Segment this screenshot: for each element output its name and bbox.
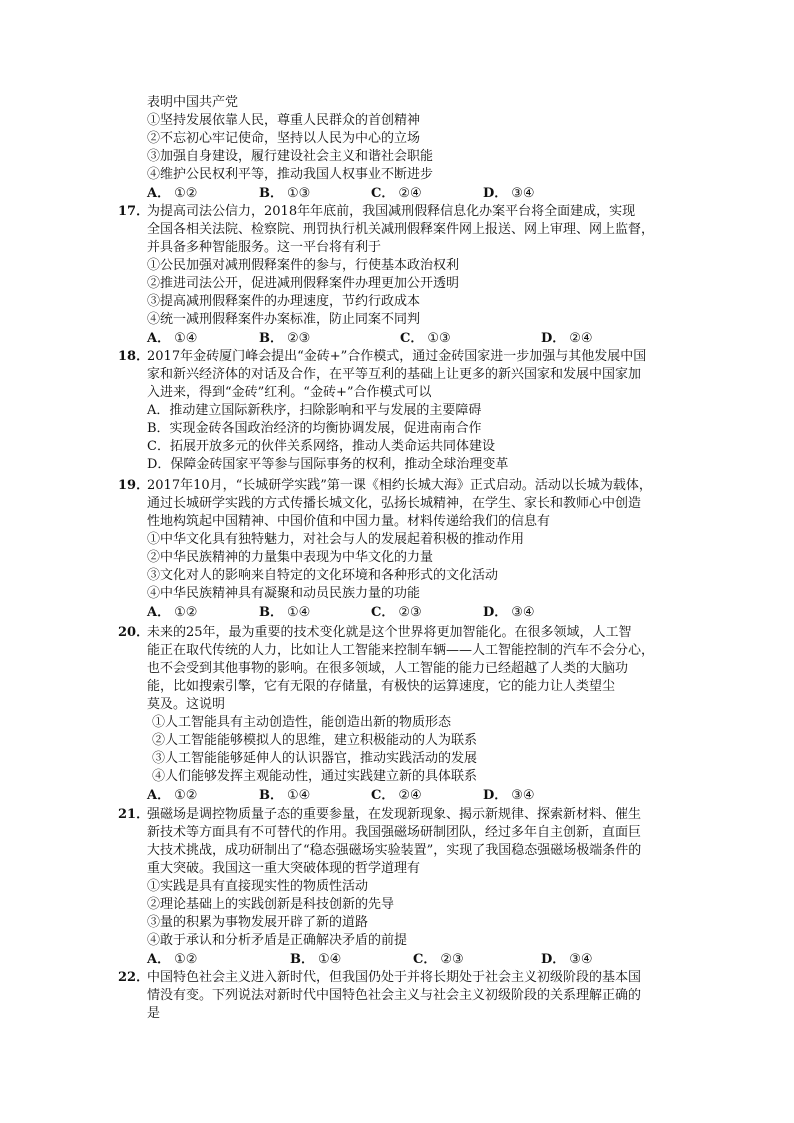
q17-stem-3: 并具备多种智能服务。这一平台将有利于 [147, 240, 382, 255]
q19-item-4: ④中华民族精神具有凝聚和动员民族力量的功能 [147, 586, 421, 601]
q21-stem-2: 新技术等方面具有不可替代的作用。我国强磁场研制团队，经过多年自主创新，直面巨 [147, 825, 642, 840]
q21-stem-1: 强磁场是调控物质量子态的重要参量，在发现新现象、揭示新规律、探索新材料、催生 [147, 807, 642, 822]
q16-item-2: ②不忘初心牢记使命，坚持以人民为中心的立场 [147, 131, 421, 146]
q17-item-2: ②推进司法公开，促进减刑假释案件办理更加公开透明 [147, 276, 460, 291]
q16-item-3: ③加强自身建设，履行建设社会主义和谐社会职能 [147, 149, 434, 164]
q20-stem-5: 莫及。这说明 [147, 697, 226, 712]
q20-choice-b: B． ①④ [259, 788, 311, 803]
q21-stem-4: 重大突破。我国这一重大突破体现的哲学道理有 [147, 861, 421, 876]
q18-option-b: B．实现金砖各国政治经济的均衡协调发展，促进南南合作 [147, 421, 482, 436]
q21-choice-c: C． ②③ [413, 952, 464, 967]
q18-stem-3: 入进来，得到“金砖”红利。“金砖+”合作模式可以 [147, 385, 432, 400]
q20-item-2: ②人工智能能够模拟人的思维，建立积极能动的人为联系 [152, 733, 478, 748]
q21-item-2: ②理论基础上的实践创新是科技创新的先导 [147, 897, 395, 912]
q22-stem-2: 情没有变。下列说法对新时代中国特色社会主义与社会主义初级阶段的关系理解正确的 [147, 988, 642, 1003]
q19-item-2: ②中华民族精神的力量集中表现为中华文化的力量 [147, 550, 434, 565]
q17-item-1: ①公民加强对减刑假释案件的参与，行使基本政治权利 [147, 258, 460, 273]
q20-item-3: ③人工智能能够延伸人的认识器官，推动实践活动的发展 [152, 751, 478, 766]
q16-item-4: ④维护公民权利平等，推动我国人权事业不断进步 [147, 167, 434, 182]
q17-choice-b: B． ②③ [259, 331, 311, 346]
q20-stem-2: 能正在取代传统的人力，比如让人工智能来控制车辆——人工智能控制的汽车不会分心， [147, 643, 655, 658]
q20-choice-a: A． ①② [147, 788, 198, 803]
q16-choice-d: D． ③④ [483, 186, 535, 201]
q21-item-3: ③量的积累为事物发展开辟了新的道路 [147, 915, 369, 930]
q20-item-4: ④人们能够发挥主观能动性，通过实践建立新的具体联系 [152, 769, 478, 784]
q21-choice-a: A． ①② [147, 952, 198, 967]
q17-item-4: ④统一减刑假释案件办案标准，防止同案不同判 [147, 312, 421, 327]
q17-item-3: ③提高减刑假释案件的办理速度，节约行政成本 [147, 294, 421, 309]
q19-choice-b: B． ①④ [259, 605, 311, 620]
q17-number: 17． [118, 204, 150, 219]
q21-item-1: ①实践是具有直接现实性的物质性活动 [147, 879, 369, 894]
q19-stem-1: 2017年10月，“长城研学实践”第一课《相约长城大海》正式启动。活动以长城为载体， [147, 478, 652, 493]
q21-stem-3: 大技术挑战，成功研制出了“稳态强磁场实验装置”，实现了我国稳态强磁场极端条件的 [147, 843, 642, 858]
q19-item-3: ③文化对人的影响来自特定的文化环境和各种形式的文化活动 [147, 568, 499, 583]
q22-number: 22． [118, 970, 150, 985]
q16-stem-tail: 表明中国共产党 [147, 95, 239, 110]
q20-item-1: ①人工智能具有主动创造性，能创造出新的物质形态 [152, 715, 452, 730]
q18-number: 18． [118, 349, 150, 364]
q18-stem-2: 家和新兴经济体的对话及合作，在平等互利的基础上让更多的新兴国家和发展中国家加 [147, 367, 642, 382]
q20-stem-1: 未来的25年，最为重要的技术变化就是这个世界将更加智能化。在很多领域，人工智 [147, 625, 632, 640]
q21-number: 21． [118, 807, 150, 822]
q16-choice-a: A． ①② [147, 186, 198, 201]
q20-choice-d: D． ③④ [483, 788, 535, 803]
q19-number: 19． [118, 478, 150, 493]
q17-choice-a: A． ①④ [147, 331, 198, 346]
q19-stem-2: 通过长城研学实践的方式传播长城文化，弘扬长城精神，在学生、家长和教师心中创造 [147, 496, 642, 511]
q19-choice-a: A． ①② [147, 605, 198, 620]
q17-choice-d: D． ②④ [541, 331, 593, 346]
q16-choice-b: B． ①③ [259, 186, 311, 201]
q18-option-c: C．拓展开放多元的伙伴关系网络，推动人类命运共同体建设 [147, 439, 495, 454]
q20-stem-3: 也不会受到其他事物的影响。在很多领域，人工智能的能力已经超越了人类的大脑功 [147, 661, 629, 676]
q17-stem-2: 全国各相关法院、检察院、刑罚执行机关减刑假释案件网上报送、网上审理、网上监督， [147, 222, 655, 237]
q21-item-4: ④敢于承认和分析矛盾是正确解决矛盾的前提 [147, 933, 408, 948]
q18-option-d: D．保障金砖国家平等参与国际事务的权利，推动全球治理变革 [147, 457, 509, 472]
q16-choice-c: C． ②④ [371, 186, 422, 201]
q18-stem-1: 2017年金砖厦门峰会提出“金砖+”合作模式，通过金砖国家进一步加强与其他发展中国 [147, 349, 647, 364]
q19-item-1: ①中华文化具有独特魅力，对社会与人的发展起着积极的推动作用 [147, 532, 525, 547]
q18-option-a: A．推动建立国际新秩序，扫除影响和平与发展的主要障碍 [147, 403, 482, 418]
q21-choice-d: D． ③④ [541, 952, 593, 967]
q19-stem-3: 性地构筑起中国精神、中国价值和中国力量。材料传递给我们的信息有 [147, 514, 551, 529]
q16-item-1: ①坚持发展依靠人民，尊重人民群众的首创精神 [147, 113, 421, 128]
q20-stem-4: 能，比如搜索引擎，它有无限的存储量，有极快的运算速度，它的能力让人类望尘 [147, 679, 616, 694]
q19-choice-c: C． ②③ [371, 605, 422, 620]
q19-choice-d: D． ③④ [483, 605, 535, 620]
q17-stem-1: 为提高司法公信力，2018年年底前，我国减刑假释信息化办案平台将全面建成，实现 [147, 204, 636, 219]
q21-choice-b: B． ①④ [290, 952, 342, 967]
q17-choice-c: C． ①③ [400, 331, 451, 346]
q22-stem-3: 是 [147, 1006, 161, 1021]
q20-number: 20． [118, 625, 150, 640]
q22-stem-1: 中国特色社会主义进入新时代，但我国仍处于并将长期处于社会主义初级阶段的基本国 [147, 970, 642, 985]
q20-choice-c: C． ②④ [371, 788, 422, 803]
